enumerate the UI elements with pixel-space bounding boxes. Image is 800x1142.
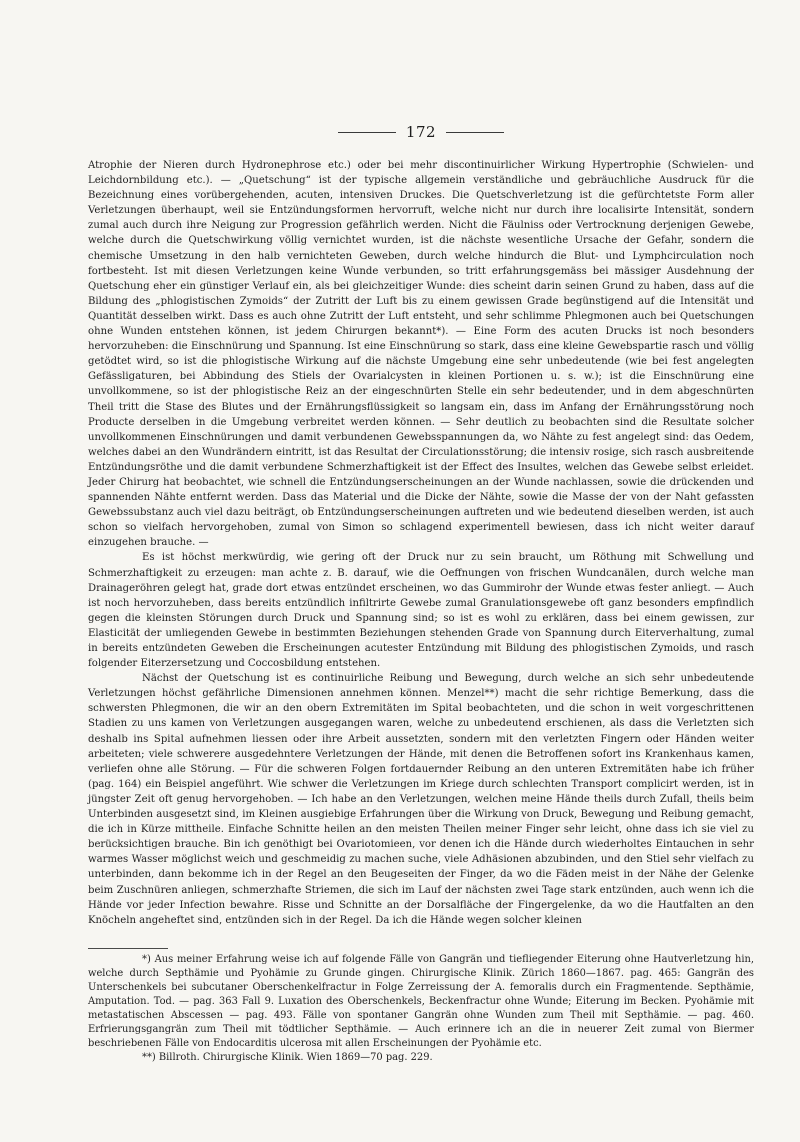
paragraph: Es ist höchst merkwürdig, wie gering oft der Druck nur zu sein braucht, um Röthung mit Schwellung und Schmerzhaftigkeit zu erzeugen: man achte z. B. darauf, wie die Oeffnungen von frischen Wundcanälen, durch welche man Drainageröhren gelegt hat, grade dort etwas entzündet erscheinen, wo das Gummirohr der Wunde etwas fester anliegt. — Auch ist noch hervorzuheben, dass bereits entzündlich infiltrirte Gewebe zumal Granulationsgewebe oft ganz besonders empfindlich gegen die kleinsten Störungen durch Druck und Spannung sind; so ist es wohl zu erklären, dass bei einem gewissen, zur Elasticität der umliegenden Gewebe in bestimmten Beziehungen stehenden Grade von Spannung durch Eiterverhaltung, zumal in bereits entzündeten Geweben die Erscheinungen acutester Entzündung mit Bildung des phlogistischen Zymoids, und rasch folgender Eiterzersetzung und Coccosbildung entstehen. bbox=[88, 552, 754, 670]
footnotes bbox=[88, 953, 754, 1065]
paragraph: Nächst der Quetschung ist es continuirliche Reibung und Bewegung, durch welche an sich sehr unbedeutende Verletzungen höchst gefährliche Dimensionen annehmen können. Menzel**) macht die sehr richtige Bemerkung, dass die schwersten Phlegmonen, die wir an den obern Extremitäten im Spital beobachteten, und die schon in weit vorgeschrittenen Stadien zu uns kamen von Verletzungen ausgegangen waren, welche zu unbedeutend erschienen, als dass die Verletzten sich deshalb ins Spital aufnehmen liessen oder ihre Arbeit aussetzten, sondern mit den verletzten Fingern oder Händen weiter arbeiteten; viele schwerere ausgedehntere Verletzungen der Hände, mit denen die Betroffenen sofort ins Krankenhaus kamen, verliefen ohne alle Störung. — Für die schweren Folgen fortdauernder Reibung an den unteren Extremitäten habe ich früher (pag. 164) ein Beispiel angeführt. Wie schwer die Verletzungen im Kriege durch schlechten Transport complicirt werden, ist in jüngster Zeit oft genug hervorgehoben. — Ich habe an den Verletzungen, welchen meine Hände theils durch Zufall, theils beim Unterbinden ausgesetzt sind, im Kleinen ausgiebige Erfahrungen über die Wirkung von Druck, Bewegung und Reibung gemacht, die ich in Kürze mittheile. Einfache Schnitte heilen an den meisten Theilen meiner Finger sehr leicht, ohne dass ich sie viel zu berücksichtigen brauche. Bin ich genöthigt bei Ovariotomieen, vor denen ich die Hände durch wiederholtes Eintauchen in sehr warmes Wasser möglichst weich und geschmeidig zu machen suche, viele Adhäsionen abzubinden, und den Stiel sehr vielfach zu unterbinden, dann bekomme ich in der Regel an den Beugeseiten der Finger, da wo die Fäden meist in der Nähe der Gelenke beim Zuschnüren anliegen, schmerzhafte Striemen, die sich im Lauf der nächsten zwei Tage stark entzünden, auch wenn ich die Hände vor jeder Infection bewahre. Risse und Schnitte an der Dorsalfläche der Fingergelenke, da wo die Hautfalten an den Knöcheln angeheftet sind, entzünden sich in der Regel. Da ich die Hände wegen solcher kleinen bbox=[88, 673, 754, 926]
header-rule-right bbox=[446, 132, 504, 133]
footnote: *) Aus meiner Erfahrung weise ich auf folgende Fälle von Gangrän und tiefliegender Eiterung ohne Hautverletzung hin, welche durch Septhämie und Pyohämie zu Grunde gingen. Chirurgische Klinik. Zürich 1860—1867. pag. 465: Gangrän des Unterschenkels bei subcutaner Oberschenkelfractur in Folge Zerreissung der A. femoralis durch ein Fragmentende. Septhämie, Amputation. Tod. — pag. 363 Fall 9. Luxation des Oberschenkels, Beckenfractur ohne Wunde; Eiterung im Becken. Pyohämie mit metastatischen Abscessen — pag. 493. Fälle von spontaner Gangrän ohne Wunden zum Theil mit Septhämie. — pag. 460. Erfrierungsgangrän zum Theil mit tödtlicher Septhämie. — Auch erinnere ich an die in neuerer Zeit zumal von Biermer beschriebenen Fälle von Endocarditis ulcerosa mit allen Erscheinungen der Pyohämie etc. bbox=[88, 953, 754, 1049]
page-header bbox=[88, 116, 754, 148]
book-page bbox=[88, 116, 754, 1116]
paragraph: Atrophie der Nieren durch Hydronephrose etc.) oder bei mehr discontinuirlicher Wirkung Hypertrophie (Schwielen- und Leichdornbildung etc.). — „Quetschung“ ist der typische allgemein verständliche und gebräuchliche Ausdruck für die Bezeichnung eines vorübergehenden, acuten, intensiven Druckes. Die Quetschverletzung ist die gefürchtetste Form aller Verletzungen überhaupt, weil sie Entzündungsformen hervorruft, welche nicht nur durch ihre localisirte Intensität, sondern zumal auch durch ihre Neigung zur Progression gefährlich werden. Nicht die Fäulniss oder Vertrocknung derjenigen Gewebe, welche durch die Quetschwirkung völlig vernichtet wurden, ist die nächste wesentliche Ursache der Gefahr, sondern die chemische Umsetzung in den halb vernichteten Geweben, durch welche hindurch die Blut- und Lymphcirculation noch fortbesteht. Ist mit diesen Verletzungen keine Wunde verbunden, so tritt erfahrungsgemäss bei mässiger Ausdehnung der Quetschung eher ein günstiger Verlauf ein, als bei gleichzeitiger Wunde: dies scheint darin seinen Grund zu haben, dass auf die Bildung des „phlogistischen Zymoids“ der Zutritt der Luft bis zu einem gewissen Grade begünstigend auf die Intensität und Quantität desselben wirkt. Dass es auch ohne Zutritt der Luft entsteht, und sehr schlimme Phlegmonen auch bei Quetschungen ohne Wunden entstehen können, ist jedem Chirurgen bekannt*). — Eine Form des acuten Drucks ist noch besonders hervorzuheben: die Einschnürung und Spannung. Ist eine Einschnürung so stark, dass eine kleine Gewebspartie rasch und völlig getödtet wird, so ist die phlogistische Wirkung auf die nächste Umgebung eine sehr unbedeutende (wie bei fest angelegten Gefässligaturen, bei Abbindung des Stiels der Ovarialcysten in kleinen Portionen u. s. w.); ist die Einschnürung eine unvollkommene, so ist der phlogistische Reiz an der eingeschnürten Stelle ein sehr bedeutender, und in dem abgeschnürten Theil tritt die Stase des Blutes und der Ernährungsflüssigkeit so langsam ein, dass im Anfang der Ernährungsstörung noch Producte derselben in die Umgebung verbreitet werden können. — Sehr deutlich zu beobachten sind die Resultate solcher unvollkommenen Einschnürungen und damit verbundenen Gewebsspannungen da, wo Nähte zu fest angelegt sind: das Oedem, welches dabei an den Wundrändern eintritt, ist das Resultat der Circulationsstörung; die intensiv rosige, sich rasch ausbreitende Entzündungsröthe und die damit verbundene Schmerzhaftigkeit ist der Effect des Insultes, welchen das Gewebe selbst erleidet. Jeder Chirurg hat beobachtet, wie schnell die Entzündungserscheinungen an der Wunde nachlassen, sowie die drückenden und spannenden Nähte entfernt werden. Dass das Material und die Dicke der Nähte, sowie die Masse der von der Naht gefassten Gewebssubstanz auch viel dazu beiträgt, ob Entzündungserscheinungen auftreten und wie bedeutend dieselben werden, ist auch schon so vielfach hervorgehoben, zumal von Simon so schlagend experimentell bewiesen, dass ich nicht weiter darauf einzugehen brauche. — bbox=[88, 160, 754, 549]
footnote: **) Billroth. Chirurgische Klinik. Wien 1869—70 pag. 229. bbox=[142, 1051, 433, 1063]
header-rule-left bbox=[338, 132, 396, 133]
footnote-separator bbox=[88, 948, 168, 949]
page-number: 172 bbox=[405, 123, 437, 141]
main-text bbox=[88, 158, 754, 928]
